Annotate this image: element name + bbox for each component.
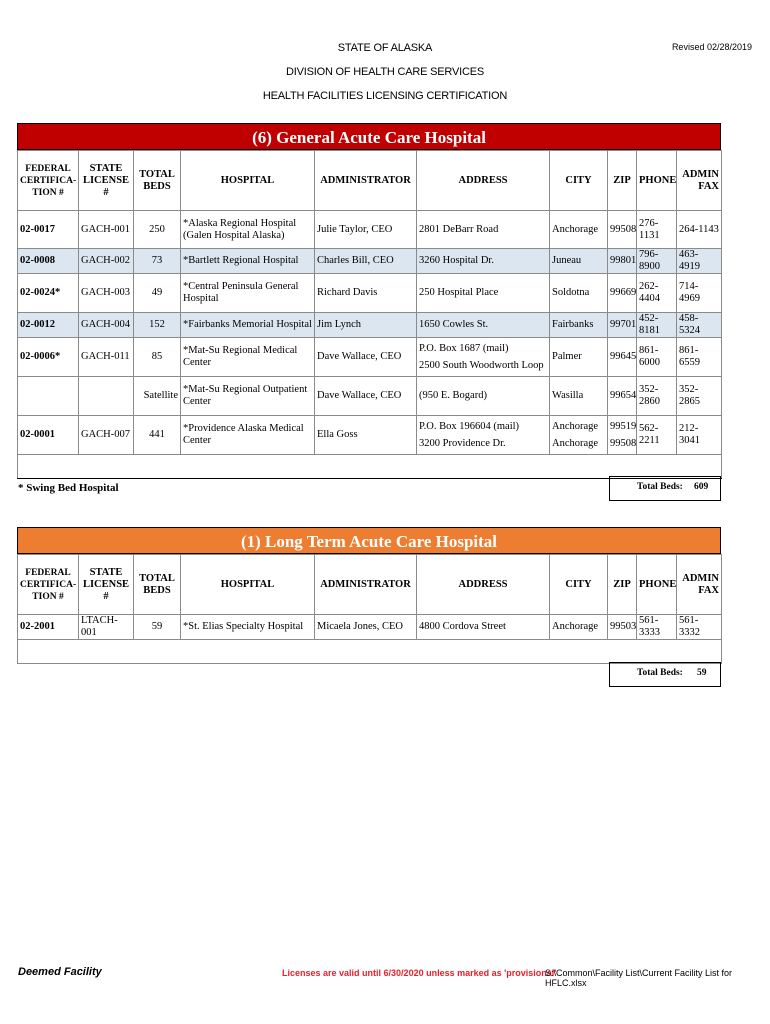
total-beds-value: 59 [697,668,707,678]
city-mail: Anchorage [552,420,599,432]
admin-fax: 861-6559 [677,338,722,377]
col-city: CITY [550,151,608,211]
section-title-long-term: (1) Long Term Acute Care Hospital [17,527,721,554]
table-row [18,377,722,416]
phone: 861-6000 [637,338,677,377]
col-city: CITY [550,555,608,615]
general-acute-table [17,150,722,479]
hospital-name: *Mat-Su Regional Outpatient Center [181,377,315,416]
administrator: Dave Wallace, CEO [315,377,417,416]
street-address: 2500 South Woodworth Loop [419,359,544,371]
col-hospital: HOSPITAL [181,555,315,615]
col-state: STATE LICENSE # [79,555,134,615]
phone: 276-1131 [637,211,677,249]
city: Wasilla [550,377,608,416]
license-validity-note: Licenses are valid until 6/30/2020 unless marked as 'provisional' [282,968,557,978]
table-header-row [18,555,722,615]
spacer-row [18,640,722,664]
state-license: GACH-004 [79,313,134,338]
col-address: ADDRESS [417,151,550,211]
col-fax: ADMIN FAX [677,151,722,211]
state-license: GACH-007 [79,416,134,455]
federal-cert [18,377,79,416]
col-fax: ADMIN FAX [677,555,722,615]
col-zip: ZIP [608,151,637,211]
total-beds: 49 [134,274,181,313]
address: (950 E. Bogard) [417,377,550,416]
zip: 99654 [608,377,637,416]
city: Fairbanks [550,313,608,338]
table-row [18,338,722,377]
phone: 352-2860 [637,377,677,416]
total-beds-value: 609 [694,482,709,492]
col-administrator: ADMINISTRATOR [315,151,417,211]
spacer-row [18,455,722,479]
phone: 796-8900 [637,249,677,274]
phone: 561-3333 [637,615,677,640]
table-header-row [18,151,722,211]
file-path: S:\Common\Facility List\Current Facility List for HFLC.xlsx [545,968,733,988]
state-license: GACH-011 [79,338,134,377]
admin-fax: 561-3332 [677,615,722,640]
address: 1650 Cowles St. [417,313,550,338]
col-address: ADDRESS [417,555,550,615]
zip: 99801 [608,249,637,274]
section-title-general-acute: (6) General Acute Care Hospital [17,123,721,150]
street-address: 3200 Providence Dr. [419,437,506,449]
mail-address: P.O. Box 196604 (mail) [419,420,520,432]
col-beds: TOTAL BEDS [134,151,181,211]
zip-street: 99508 [610,437,637,449]
phone: 562-2211 [637,416,677,455]
header-section: HEALTH FACILITIES LICENSING CERTIFICATION [262,90,508,102]
header-division: DIVISION OF HEALTH CARE SERVICES [286,66,484,78]
col-phone: PHONE [637,151,677,211]
administrator: Micaela Jones, CEO [315,615,417,640]
total-beds: 250 [134,211,181,249]
col-federal: FEDERAL CERTIFICA-TION # [18,151,79,211]
federal-cert: 02-0006* [18,338,79,377]
table-row [18,313,722,338]
administrator: Julie Taylor, CEO [315,211,417,249]
state-license: GACH-002 [79,249,134,274]
total-beds: 152 [134,313,181,338]
admin-fax: 714-4969 [677,274,722,313]
state-license [79,377,134,416]
federal-cert: 02-0017 [18,211,79,249]
table-row [18,615,722,640]
hospital-name: *St. Elias Specialty Hospital [181,615,315,640]
table-row [18,416,722,455]
mail-address: P.O. Box 1687 (mail) [419,342,509,354]
phone: 262-4404 [637,274,677,313]
long-term-table [17,554,722,664]
city: Anchorage [550,615,608,640]
address: 250 Hospital Place [417,274,550,313]
zip: 99503 [608,615,637,640]
total-beds: 85 [134,338,181,377]
city: Juneau [550,249,608,274]
administrator: Richard Davis [315,274,417,313]
table-row [18,211,722,249]
col-federal: FEDERAL CERTIFICA-TION # [18,555,79,615]
administrator: Charles Bill, CEO [315,249,417,274]
hospital-name: *Bartlett Regional Hospital [181,249,315,274]
admin-fax: 212-3041 [677,416,722,455]
hospital-name: *Fairbanks Memorial Hospital [181,313,315,338]
hospital-name: *Alaska Regional Hospital (Galen Hospital Alaska) [181,211,315,249]
col-phone: PHONE [637,555,677,615]
address: 3260 Hospital Dr. [417,249,550,274]
federal-cert: 02-2001 [18,615,79,640]
zip-mail: 99519 [610,420,637,432]
federal-cert: 02-0012 [18,313,79,338]
admin-fax: 458-5324 [677,313,722,338]
swing-bed-note: * Swing Bed Hospital [18,482,119,494]
state-license: GACH-003 [79,274,134,313]
table-row [18,249,722,274]
hospital-name: *Providence Alaska Medical Center [181,416,315,455]
federal-cert: 02-0001 [18,416,79,455]
address: 2801 DeBarr Road [417,211,550,249]
state-license: LTACH-001 [79,615,134,640]
administrator: Jim Lynch [315,313,417,338]
state-license: GACH-001 [79,211,134,249]
admin-fax: 463-4919 [677,249,722,274]
zip: 99645 [608,338,637,377]
total-beds: 73 [134,249,181,274]
address: 4800 Cordova Street [417,615,550,640]
col-zip: ZIP [608,555,637,615]
city: Anchorage [550,211,608,249]
address [417,416,550,455]
zip: 99701 [608,313,637,338]
hospital-name: *Mat-Su Regional Medical Center [181,338,315,377]
zip: 99669 [608,274,637,313]
phone: 452-8181 [637,313,677,338]
deemed-facility-note: Deemed Facility [18,966,102,978]
total-beds: 59 [134,615,181,640]
revised-date: Revised 02/28/2019 [671,42,752,52]
address [417,338,550,377]
total-beds: 441 [134,416,181,455]
total-beds-label: Total Beds: [637,482,683,492]
admin-fax: 264-1143 [677,211,722,249]
table-row [18,274,722,313]
col-administrator: ADMINISTRATOR [315,555,417,615]
admin-fax: 352-2865 [677,377,722,416]
zip: 99508 [608,211,637,249]
city: Palmer [550,338,608,377]
federal-cert: 02-0024* [18,274,79,313]
zip [608,416,637,455]
city [550,416,608,455]
col-beds: TOTAL BEDS [134,555,181,615]
federal-cert: 02-0008 [18,249,79,274]
city: Soldotna [550,274,608,313]
col-state: STATE LICENSE # [79,151,134,211]
administrator: Ella Goss [315,416,417,455]
hospital-name: *Central Peninsula General Hospital [181,274,315,313]
city-street: Anchorage [552,437,599,449]
header-state: STATE OF ALASKA [337,42,433,54]
total-beds-label: Total Beds: [637,668,683,678]
col-hospital: HOSPITAL [181,151,315,211]
total-beds: Satellite [134,377,181,416]
administrator: Dave Wallace, CEO [315,338,417,377]
